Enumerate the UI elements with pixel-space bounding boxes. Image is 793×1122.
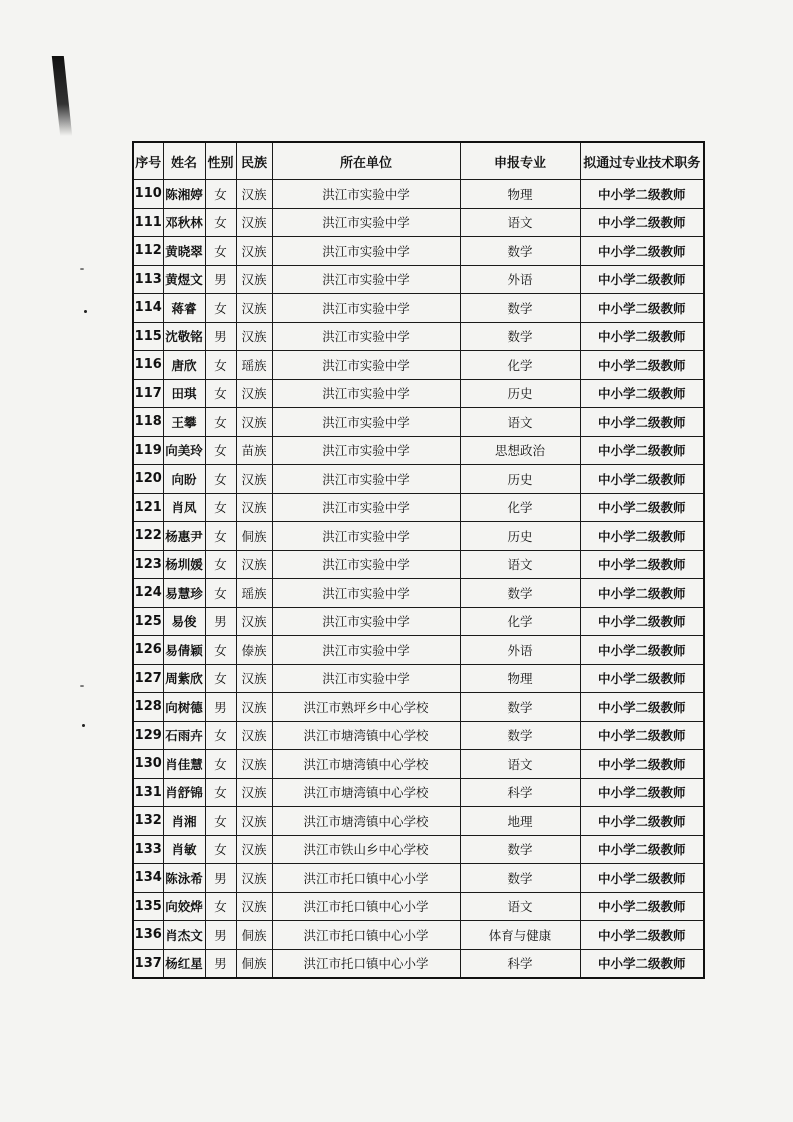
cell-serial: 135 [133,892,163,921]
cell-ethnicity: 汉族 [236,322,272,351]
cell-serial: 114 [133,294,163,323]
cell-serial: 116 [133,351,163,380]
cell-ethnicity: 汉族 [236,294,272,323]
cell-name: 陈湘婷 [163,180,205,209]
cell-title: 中小学二级教师 [580,636,704,665]
table-row [133,351,704,380]
table-row [133,778,704,807]
cell-name: 黄晓翠 [163,237,205,266]
cell-title: 中小学二级教师 [580,351,704,380]
cell-major: 语文 [460,892,580,921]
scan-speck [84,310,87,313]
cell-gender: 女 [205,237,236,266]
cell-gender: 女 [205,522,236,551]
cell-ethnicity: 汉族 [236,864,272,893]
table-row [133,636,704,665]
table-row [133,322,704,351]
cell-title: 中小学二级教师 [580,607,704,636]
table-row [133,921,704,950]
cell-serial: 121 [133,493,163,522]
cell-major: 语文 [460,750,580,779]
cell-title: 中小学二级教师 [580,835,704,864]
cell-title: 中小学二级教师 [580,807,704,836]
table-row [133,550,704,579]
table-row [133,436,704,465]
table-row [133,408,704,437]
cell-name: 黄煜文 [163,265,205,294]
table-row [133,265,704,294]
cell-major: 语文 [460,408,580,437]
cell-unit: 洪江市实验中学 [272,607,460,636]
cell-major: 数学 [460,835,580,864]
header-title: 拟通过专业技术职务 [580,142,704,180]
cell-unit: 洪江市实验中学 [272,493,460,522]
cell-serial: 132 [133,807,163,836]
cell-title: 中小学二级教师 [580,294,704,323]
teacher-roster-table [132,141,705,979]
cell-unit: 洪江市实验中学 [272,237,460,266]
cell-ethnicity: 汉族 [236,465,272,494]
cell-title: 中小学二级教师 [580,664,704,693]
cell-unit: 洪江市实验中学 [272,579,460,608]
cell-unit: 洪江市实验中学 [272,294,460,323]
cell-unit: 洪江市熟坪乡中心学校 [272,693,460,722]
roster-body [133,180,704,979]
cell-serial: 129 [133,721,163,750]
cell-gender: 女 [205,493,236,522]
cell-major: 科学 [460,778,580,807]
cell-name: 肖佳慧 [163,750,205,779]
cell-ethnicity: 瑶族 [236,351,272,380]
cell-gender: 女 [205,379,236,408]
table-row [133,664,704,693]
cell-name: 向美玲 [163,436,205,465]
cell-ethnicity: 侗族 [236,949,272,978]
cell-unit: 洪江市托口镇中心小学 [272,892,460,921]
cell-name: 邓秋林 [163,208,205,237]
cell-name: 杨惠尹 [163,522,205,551]
cell-title: 中小学二级教师 [580,750,704,779]
cell-serial: 119 [133,436,163,465]
cell-unit: 洪江市托口镇中心小学 [272,921,460,950]
cell-major: 物理 [460,180,580,209]
cell-ethnicity: 汉族 [236,693,272,722]
table-row [133,693,704,722]
cell-title: 中小学二级教师 [580,493,704,522]
cell-unit: 洪江市实验中学 [272,180,460,209]
header-unit: 所在单位 [272,142,460,180]
cell-major: 数学 [460,721,580,750]
cell-unit: 洪江市实验中学 [272,208,460,237]
cell-ethnicity: 苗族 [236,436,272,465]
cell-gender: 女 [205,408,236,437]
cell-serial: 118 [133,408,163,437]
cell-major: 科学 [460,949,580,978]
cell-gender: 女 [205,550,236,579]
cell-ethnicity: 汉族 [236,607,272,636]
cell-major: 语文 [460,550,580,579]
scan-edge-mark [52,56,72,136]
scan-speck [82,724,85,727]
cell-serial: 125 [133,607,163,636]
cell-serial: 110 [133,180,163,209]
header-ethnicity: 民族 [236,142,272,180]
table-row [133,949,704,978]
cell-name: 杨红星 [163,949,205,978]
table-row [133,522,704,551]
cell-name: 易倩颖 [163,636,205,665]
cell-title: 中小学二级教师 [580,208,704,237]
cell-unit: 洪江市实验中学 [272,408,460,437]
cell-unit: 洪江市托口镇中心小学 [272,949,460,978]
cell-name: 王攀 [163,408,205,437]
cell-gender: 女 [205,436,236,465]
cell-gender: 男 [205,921,236,950]
cell-ethnicity: 汉族 [236,265,272,294]
cell-serial: 134 [133,864,163,893]
cell-ethnicity: 汉族 [236,550,272,579]
cell-title: 中小学二级教师 [580,436,704,465]
cell-name: 向盼 [163,465,205,494]
cell-unit: 洪江市塘湾镇中心学校 [272,807,460,836]
cell-ethnicity: 汉族 [236,892,272,921]
cell-gender: 男 [205,693,236,722]
cell-unit: 洪江市实验中学 [272,522,460,551]
cell-name: 陈泳希 [163,864,205,893]
table-row [133,835,704,864]
cell-name: 肖敏 [163,835,205,864]
cell-gender: 女 [205,294,236,323]
cell-unit: 洪江市塘湾镇中心学校 [272,778,460,807]
cell-ethnicity: 汉族 [236,750,272,779]
cell-serial: 124 [133,579,163,608]
table-row [133,208,704,237]
cell-name: 田琪 [163,379,205,408]
cell-name: 向姣烨 [163,892,205,921]
cell-name: 沈敬铭 [163,322,205,351]
table-row [133,237,704,266]
cell-ethnicity: 汉族 [236,408,272,437]
cell-gender: 女 [205,750,236,779]
scan-speck [80,268,84,270]
cell-unit: 洪江市塘湾镇中心学校 [272,721,460,750]
cell-title: 中小学二级教师 [580,180,704,209]
cell-serial: 137 [133,949,163,978]
cell-unit: 洪江市实验中学 [272,465,460,494]
cell-gender: 男 [205,864,236,893]
cell-gender: 女 [205,180,236,209]
cell-gender: 女 [205,351,236,380]
cell-title: 中小学二级教师 [580,921,704,950]
table-row [133,864,704,893]
cell-gender: 男 [205,607,236,636]
cell-serial: 131 [133,778,163,807]
cell-major: 语文 [460,208,580,237]
cell-serial: 130 [133,750,163,779]
cell-gender: 男 [205,265,236,294]
cell-serial: 111 [133,208,163,237]
cell-major: 化学 [460,607,580,636]
cell-title: 中小学二级教师 [580,693,704,722]
cell-unit: 洪江市塘湾镇中心学校 [272,750,460,779]
cell-serial: 126 [133,636,163,665]
cell-title: 中小学二级教师 [580,550,704,579]
cell-serial: 127 [133,664,163,693]
cell-gender: 女 [205,807,236,836]
cell-serial: 117 [133,379,163,408]
cell-major: 化学 [460,351,580,380]
cell-name: 肖舒锦 [163,778,205,807]
cell-name: 周紫欣 [163,664,205,693]
cell-major: 外语 [460,265,580,294]
cell-gender: 女 [205,579,236,608]
cell-title: 中小学二级教师 [580,778,704,807]
header-name: 姓名 [163,142,205,180]
cell-gender: 女 [205,664,236,693]
cell-major: 历史 [460,465,580,494]
cell-major: 历史 [460,379,580,408]
cell-name: 肖凤 [163,493,205,522]
table-row [133,180,704,209]
cell-ethnicity: 傣族 [236,636,272,665]
cell-serial: 133 [133,835,163,864]
cell-ethnicity: 汉族 [236,778,272,807]
cell-gender: 女 [205,892,236,921]
cell-title: 中小学二级教师 [580,322,704,351]
cell-name: 向树德 [163,693,205,722]
cell-major: 物理 [460,664,580,693]
header-serial: 序号 [133,142,163,180]
cell-major: 数学 [460,579,580,608]
cell-title: 中小学二级教师 [580,892,704,921]
header-gender: 性别 [205,142,236,180]
cell-gender: 女 [205,835,236,864]
cell-ethnicity: 汉族 [236,208,272,237]
cell-serial: 128 [133,693,163,722]
cell-ethnicity: 侗族 [236,921,272,950]
table-row [133,750,704,779]
cell-unit: 洪江市实验中学 [272,322,460,351]
cell-title: 中小学二级教师 [580,408,704,437]
table-row [133,465,704,494]
scan-speck [80,685,84,687]
cell-name: 易慧珍 [163,579,205,608]
cell-title: 中小学二级教师 [580,379,704,408]
cell-name: 唐欣 [163,351,205,380]
cell-major: 外语 [460,636,580,665]
cell-title: 中小学二级教师 [580,864,704,893]
cell-unit: 洪江市实验中学 [272,351,460,380]
cell-title: 中小学二级教师 [580,579,704,608]
cell-unit: 洪江市实验中学 [272,265,460,294]
cell-name: 杨圳媛 [163,550,205,579]
cell-major: 化学 [460,493,580,522]
cell-ethnicity: 汉族 [236,180,272,209]
cell-serial: 122 [133,522,163,551]
cell-name: 易俊 [163,607,205,636]
table-row [133,379,704,408]
cell-title: 中小学二级教师 [580,721,704,750]
cell-gender: 女 [205,778,236,807]
table-row [133,579,704,608]
cell-gender: 男 [205,322,236,351]
cell-unit: 洪江市实验中学 [272,550,460,579]
cell-major: 数学 [460,693,580,722]
cell-unit: 洪江市托口镇中心小学 [272,864,460,893]
header-major: 申报专业 [460,142,580,180]
cell-ethnicity: 汉族 [236,807,272,836]
cell-unit: 洪江市实验中学 [272,379,460,408]
cell-serial: 113 [133,265,163,294]
cell-gender: 女 [205,465,236,494]
cell-major: 体育与健康 [460,921,580,950]
cell-name: 蒋睿 [163,294,205,323]
cell-name: 肖杰文 [163,921,205,950]
cell-serial: 120 [133,465,163,494]
cell-gender: 男 [205,949,236,978]
cell-serial: 112 [133,237,163,266]
cell-major: 数学 [460,864,580,893]
cell-ethnicity: 汉族 [236,721,272,750]
cell-title: 中小学二级教师 [580,522,704,551]
cell-gender: 女 [205,636,236,665]
cell-ethnicity: 汉族 [236,664,272,693]
cell-unit: 洪江市实验中学 [272,436,460,465]
cell-name: 肖湘 [163,807,205,836]
cell-major: 思想政治 [460,436,580,465]
cell-ethnicity: 汉族 [236,379,272,408]
cell-title: 中小学二级教师 [580,949,704,978]
cell-serial: 136 [133,921,163,950]
cell-ethnicity: 汉族 [236,835,272,864]
table-row [133,807,704,836]
table-row [133,294,704,323]
cell-unit: 洪江市实验中学 [272,664,460,693]
cell-major: 数学 [460,322,580,351]
cell-major: 数学 [460,294,580,323]
cell-ethnicity: 汉族 [236,237,272,266]
cell-gender: 女 [205,721,236,750]
table-row [133,892,704,921]
cell-unit: 洪江市铁山乡中心学校 [272,835,460,864]
cell-title: 中小学二级教师 [580,465,704,494]
cell-title: 中小学二级教师 [580,265,704,294]
cell-ethnicity: 侗族 [236,522,272,551]
cell-ethnicity: 瑶族 [236,579,272,608]
cell-major: 地理 [460,807,580,836]
cell-unit: 洪江市实验中学 [272,636,460,665]
cell-name: 石雨卉 [163,721,205,750]
cell-major: 历史 [460,522,580,551]
cell-serial: 123 [133,550,163,579]
table-row [133,607,704,636]
cell-major: 数学 [460,237,580,266]
table-row [133,721,704,750]
cell-gender: 女 [205,208,236,237]
header-row [133,142,704,180]
cell-serial: 115 [133,322,163,351]
cell-ethnicity: 汉族 [236,493,272,522]
table-row [133,493,704,522]
cell-title: 中小学二级教师 [580,237,704,266]
